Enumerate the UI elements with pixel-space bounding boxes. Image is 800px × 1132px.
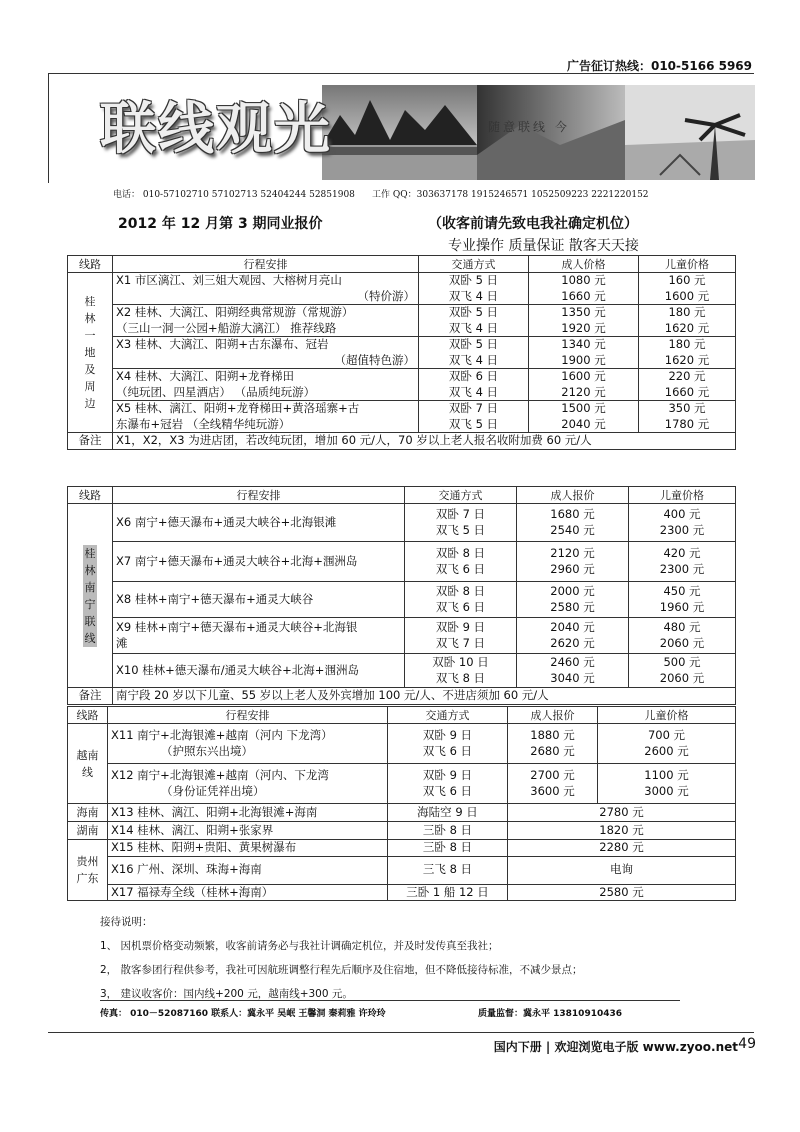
slogan: 随意联线 今 (488, 120, 570, 134)
col-header: 交通方式 (388, 707, 508, 724)
table-row: X9 桂林+南宁+德天瀑布+通灵大峡谷+北海银 滩 双卧 9 日 双飞 7 日 2040 元 2620 元 480 元 2060 元 (68, 618, 736, 654)
logo: 联线观光 (100, 96, 332, 162)
col-header: 成人价格 (529, 256, 639, 273)
region-label: 贵州广东 (68, 840, 108, 901)
reception-notes (100, 910, 583, 1006)
table-row: 桂林一地及周边 X1 市区漓江、刘三姐大观园、大榕树月亮山 （特价游） 双卧 5 日 双飞 4 日 1080 元 1660 元 160 元 1600 元 (68, 273, 736, 305)
remark-row: 备注 南宁段 20 岁以下儿童、55 岁以上老人及外宾增加 100 元/人、不进店须加 60 元/人 (68, 688, 736, 705)
col-header: 线路 (68, 256, 113, 273)
col-header: 交通方式 (419, 256, 529, 273)
page-footer-text: 国内下册 | 欢迎浏览电子版 www.zyoo.net (493, 1040, 738, 1054)
col-header: 行程安排 (108, 707, 388, 724)
table-row: 桂林南宁联线 X6 南宁+德天瀑布+通灵大峡谷+北海银滩 双卧 7 日 双飞 5 日 1680 元 2540 元 400 元 2300 元 (68, 504, 736, 542)
fax-contacts: 传真： 010－52087160 联系人：冀永平 吴岷 王馨洞 秦莉雅 许玲玲 (100, 1009, 386, 1019)
list-item: 2， 散客参团行程供参考，我社可因航班调整行程先后顺序及住宿地，但不降低接待标准，不减少景点； (100, 964, 583, 976)
region-label: 桂林南宁联线 (68, 504, 113, 688)
table-row: X7 南宁+德天瀑布+通灵大峡谷+北海+涠洲岛 双卧 8 日 双飞 6 日 2120 元 2960 元 420 元 2300 元 (68, 542, 736, 582)
col-header: 儿童价格 (639, 256, 736, 273)
table-row: X17 福禄寿全线（桂林+海南） 三卧 1 船 12 日 2580 元 (68, 884, 736, 901)
reception-heading: 接待说明： (100, 916, 153, 928)
region-label: 桂林一地及周边 (68, 273, 113, 433)
ad-hotline: 广告征订热线：010-5166 5969 (566, 59, 752, 73)
top-rule (48, 73, 754, 74)
col-header: 行程安排 (113, 256, 419, 273)
remark-row: 备注 X1，X2，X3 为进店团，若改纯玩团，增加 60 元/人，70 岁以上老人报名收附加费 60 元/人 (68, 433, 736, 450)
tagline: 专业操作 质量保证 散客天天接 (448, 238, 639, 254)
list-item: 3， 建议收客价：国内线+200 元，越南线+300 元。 (100, 988, 353, 1000)
table-row: X2 桂林、大漓江、阳朔经典常规游（常规游） （三山一洞一公园+船游大漓江） 推荐线路 双卧 5 日 双飞 4 日 1350 元 1920 元 180 元 1620 元 (68, 305, 736, 337)
left-rule (48, 73, 49, 183)
col-header: 线路 (68, 707, 108, 724)
region-label: 越南线 (68, 724, 108, 804)
table-row: 越南线 X11 南宁+北海银滩+越南（河内 下龙湾） （护照东兴出境） 双卧 9 日 双飞 6 日 1880 元 2680 元 700 元 2600 元 (68, 724, 736, 764)
table-row: 湖南 X14 桂林、漓江、阳朔+张家界 三卧 8 日 1820 元 (68, 822, 736, 840)
table-row: 贵州广东 X15 桂林、阳朔+贵阳、黄果树瀑布 三卧 8 日 2280 元 (68, 840, 736, 857)
vietnam-and-others-table (67, 706, 736, 901)
table-row: X16 广州、深圳、珠海+海南 三飞 8 日 电询 (68, 856, 736, 884)
table-row: X12 南宁+北海银滩+越南（河内、下龙湾 （身份证凭祥出境） 双卧 9 日 双飞 6 日 2700 元 3600 元 1100 元 3000 元 (68, 764, 736, 804)
page-footer-rule (48, 1032, 754, 1033)
page-title: 2012 年 12 月第 3 期同业报价 (118, 216, 323, 232)
col-header: 线路 (68, 487, 113, 504)
table-row: 海南 X13 桂林、漓江、阳朔+北海银滩+海南 海陆空 9 日 2780 元 (68, 804, 736, 822)
col-header: 成人报价 (508, 707, 598, 724)
table-row: X4 桂林、大漓江、阳朔+龙脊梯田 （纯玩团、四星酒店） （品质纯玩游） 双卧 6 日 双飞 4 日 1600 元 2120 元 220 元 1660 元 (68, 369, 736, 401)
col-header: 儿童价格 (598, 707, 736, 724)
nanning-price-table (67, 486, 736, 705)
col-header: 儿童价格 (629, 487, 736, 504)
phone-numbers: 电话： 010-57102710 57102713 52404244 52851908 (113, 190, 355, 200)
booking-notice: （收客前请先致电我社确定机位） (428, 216, 638, 232)
list-item: 1、 因机票价格变动频繁，收客前请务必与我社计调确定机位，并及时发传真至我社； (100, 940, 499, 952)
table-row: X10 桂林+德天瀑布/通灵大峡谷+北海+涠洲岛 双卧 10 日 双飞 8 日 2460 元 3040 元 500 元 2060 元 (68, 654, 736, 688)
table-row: X5 桂林、漓江、阳朔+龙脊梯田+黄洛瑶寨+古 东瀑布+冠岩 （全线精华纯玩游） 双卧 7 日 双飞 5 日 1500 元 2040 元 350 元 1780 元 (68, 401, 736, 433)
qq-numbers: 工作 QQ：303637178 1915246571 1052509223 2221220152 (372, 190, 649, 200)
guilin-price-table (67, 255, 736, 450)
footer-rule (100, 1000, 680, 1001)
page-number: 49 (738, 1036, 756, 1052)
quality-supervisor: 质量监督：冀永平 13810910436 (478, 1009, 623, 1019)
col-header: 成人报价 (517, 487, 629, 504)
col-header: 行程安排 (113, 487, 405, 504)
table-row: X8 桂林+南宁+德天瀑布+通灵大峡谷 双卧 8 日 双飞 6 日 2000 元 2580 元 450 元 1960 元 (68, 582, 736, 618)
col-header: 交通方式 (405, 487, 517, 504)
table-row: X3 桂林、大漓江、阳朔+古东瀑布、冠岩 （超值特色游） 双卧 5 日 双飞 4 日 1340 元 1900 元 180 元 1620 元 (68, 337, 736, 369)
